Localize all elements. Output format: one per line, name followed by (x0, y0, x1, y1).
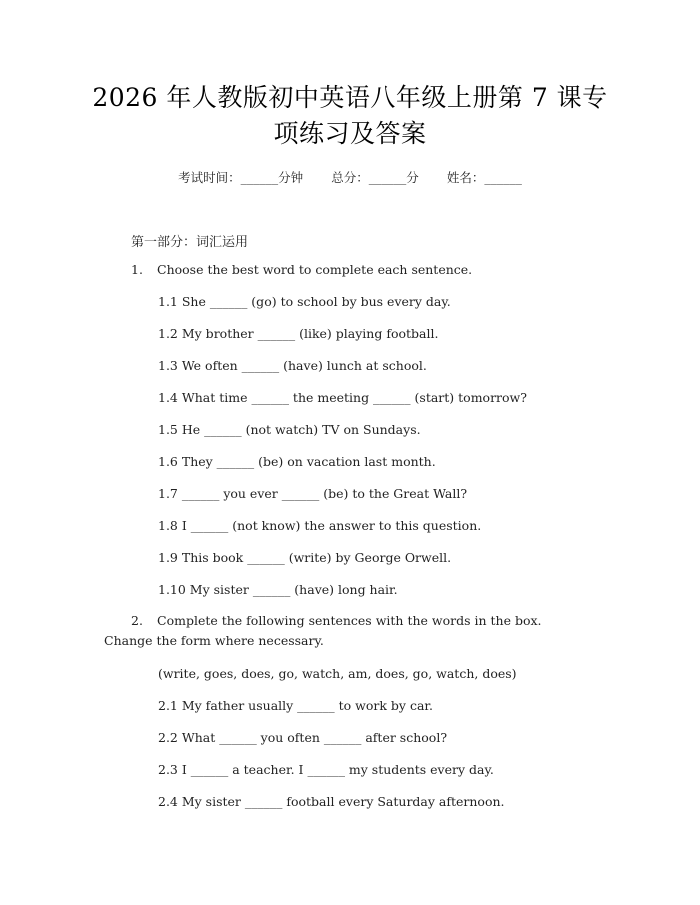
document-title (60, 80, 640, 152)
title-line-2: 项练习及答案 (273, 119, 427, 148)
exercise-item: 1.1 She ______ (go) to school by bus every day. (158, 294, 451, 309)
exercise-item: 1.3 We often ______ (have) lunch at school. (158, 358, 427, 373)
exercise-item: 2.2 What ______ you often ______ after school? (158, 730, 448, 745)
question-2-text-2: Change the form where necessary. (104, 633, 324, 648)
exercise-item: 2.1 My father usually ______ to work by car. (158, 698, 433, 713)
exercise-item: 1.4 What time ______ the meeting ______ (start) tomorrow? (158, 390, 527, 405)
exam-score: 总分：______分 (331, 170, 419, 185)
section-title: 第一部分：词汇运用 (131, 235, 249, 250)
question-2-text-1: Complete the following sentences with the words in the box. (157, 613, 542, 628)
question-2-number: 2. (131, 613, 143, 628)
exercise-item: 2.4 My sister ______ football every Saturday afternoon. (158, 794, 505, 809)
exercise-item: 1.10 My sister ______ (have) long hair. (158, 582, 398, 597)
question-2-line-1 (104, 611, 574, 631)
exercise-item: 1.6 They ______ (be) on vacation last month. (158, 454, 436, 469)
question-1-text: Choose the best word to complete each sentence. (157, 262, 473, 277)
exercise-item: 1.5 He ______ (not watch) TV on Sundays. (158, 422, 421, 437)
exercise-item: 2.3 I ______ a teacher. I ______ my students every day. (158, 762, 494, 777)
student-name: 姓名：______ (446, 170, 522, 185)
exam-meta (0, 168, 700, 186)
exam-time: 考试时间：______分钟 (178, 170, 304, 185)
title-line-1: 2026 年人教版初中英语八年级上册第 7 课专 (92, 83, 608, 112)
question-2-prompt (104, 611, 574, 651)
exercise-item: 1.7 ______ you ever ______ (be) to the Great Wall? (158, 486, 468, 501)
question-1-prompt (131, 262, 472, 277)
exercise-item: 1.2 My brother ______ (like) playing football. (158, 326, 439, 341)
question-1-number: 1. (131, 262, 143, 277)
exercise-item: 1.8 I ______ (not know) the answer to this question. (158, 518, 482, 533)
exercise-item: 1.9 This book ______ (write) by George Orwell. (158, 550, 452, 565)
word-box: (write, goes, does, go, watch, am, does, go, watch, does) (158, 666, 517, 681)
